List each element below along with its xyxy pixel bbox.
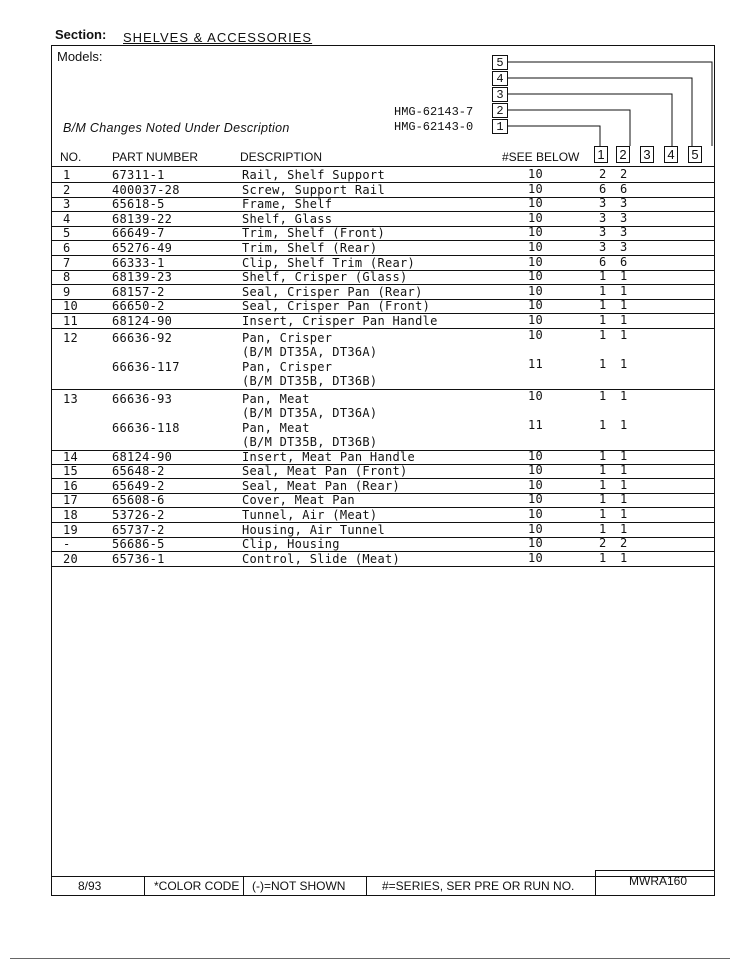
item-number: 20 (63, 551, 79, 566)
qty-col-2: 6 (620, 254, 628, 269)
qty-col-1: 1 (599, 417, 607, 432)
header-series: #SEE BELOW (502, 150, 580, 164)
description: Pan, Crisper (242, 330, 333, 345)
description: Trim, Shelf (Front) (242, 226, 385, 241)
series-code: 10 (528, 196, 544, 211)
qty-col-1: 1 (599, 521, 607, 536)
series-code: 10 (528, 181, 544, 196)
qty-col-2: 1 (620, 356, 628, 371)
item-number: 16 (63, 478, 79, 493)
row-divider (51, 566, 715, 567)
description-note: (B/M DT35B, DT36B) (242, 373, 378, 388)
part-number: 65608-6 (112, 493, 165, 508)
series-code: 10 (528, 240, 544, 254)
series-code: 10 (528, 283, 544, 298)
qty-col-1: 6 (599, 181, 607, 196)
section-label: Section: (55, 27, 107, 42)
qty-col-1: 1 (599, 550, 607, 565)
part-number: 66333-1 (112, 255, 165, 270)
description-note: (B/M DT35A, DT36A) (242, 405, 378, 420)
description: Shelf, Glass (242, 211, 333, 226)
qty-col-2: 2 (620, 167, 628, 181)
qty-col-2: 1 (620, 388, 628, 403)
qty-col-1: 1 (599, 269, 607, 284)
item-number: 15 (63, 464, 79, 479)
model-column-box: 1 (492, 119, 508, 134)
qty-col-1: 3 (599, 196, 607, 211)
footer-separator (595, 870, 596, 896)
description: Housing, Air Tunnel (242, 522, 385, 537)
description: Shelf, Crisper (Glass) (242, 270, 408, 285)
part-number: 66636-118 (112, 420, 180, 435)
qty-col-2: 1 (620, 283, 628, 298)
description: Insert, Crisper Pan Handle (242, 314, 438, 328)
qty-col-1: 1 (599, 492, 607, 507)
qty-col-2: 1 (620, 477, 628, 492)
qty-col-2: 1 (620, 521, 628, 536)
model-column-box: 4 (492, 71, 508, 86)
qty-col-2: 1 (620, 417, 628, 432)
model-column-box: 2 (492, 103, 508, 118)
series-code: 10 (528, 225, 544, 240)
part-number: 65736-1 (112, 551, 165, 566)
item-number: 1 (63, 168, 71, 182)
qty-col-2: 6 (620, 181, 628, 196)
qty-col-1: 1 (599, 388, 607, 403)
qty-col-1: 6 (599, 254, 607, 269)
qty-col-2: 1 (620, 327, 628, 342)
item-number: 6 (63, 241, 71, 255)
series-code: 10 (528, 313, 544, 327)
qty-col-1: 1 (599, 283, 607, 298)
part-number: 68124-90 (112, 449, 173, 464)
description: Control, Slide (Meat) (242, 551, 401, 566)
series-code: 10 (528, 463, 544, 478)
qty-col-2: 1 (620, 448, 628, 463)
qty-col-2: 3 (620, 210, 628, 225)
item-number: 12 (63, 330, 79, 345)
footer-not-shown: (-)=NOT SHOWN (252, 879, 346, 893)
description: Cover, Meat Pan (242, 493, 355, 508)
item-number: 11 (63, 314, 79, 328)
qty-col-1: 1 (599, 356, 607, 371)
part-number: 66650-2 (112, 299, 165, 314)
qty-col-1: 1 (599, 298, 607, 313)
item-number: 4 (63, 211, 71, 226)
part-number: 66636-117 (112, 359, 180, 374)
qty-col-2: 3 (620, 225, 628, 240)
column-number-box: 2 (616, 146, 630, 163)
part-number: 65649-2 (112, 478, 165, 493)
part-number: 65276-49 (112, 241, 173, 255)
qty-col-1: 3 (599, 210, 607, 225)
qty-col-1: 1 (599, 327, 607, 342)
part-number: 400037-28 (112, 182, 180, 197)
footer-separator (366, 876, 367, 896)
series-code: 10 (528, 167, 544, 181)
description-note: (B/M DT35A, DT36A) (242, 344, 378, 359)
qty-col-2: 1 (620, 298, 628, 313)
part-number: 68139-22 (112, 211, 173, 226)
item-number: 19 (63, 522, 79, 537)
part-number: 66649-7 (112, 226, 165, 241)
model-column-box: 3 (492, 87, 508, 102)
series-code: 10 (528, 327, 544, 342)
footer-doc-id: MWRA160 (629, 874, 688, 888)
item-number: 18 (63, 508, 79, 522)
qty-col-1: 3 (599, 240, 607, 254)
footer-separator (144, 876, 145, 896)
description: Seal, Crisper Pan (Front) (242, 299, 431, 314)
series-code: 10 (528, 492, 544, 507)
item-number: 7 (63, 255, 71, 270)
part-number: 65648-2 (112, 464, 165, 479)
qty-col-2: 2 (620, 536, 628, 551)
description: Pan, Crisper (242, 359, 333, 374)
item-number: - (63, 537, 71, 552)
series-code: 10 (528, 507, 544, 521)
footer-series-note: #=SERIES, SER PRE OR RUN NO. (382, 879, 575, 893)
item-number: 5 (63, 226, 71, 241)
part-number: 65618-5 (112, 197, 165, 212)
series-code: 10 (528, 448, 544, 463)
footer-date: 8/93 (78, 879, 102, 893)
description: Seal, Crisper Pan (Rear) (242, 284, 423, 299)
part-number: 53726-2 (112, 508, 165, 522)
item-number: 13 (63, 391, 79, 406)
bm-changes-note: B/M Changes Noted Under Description (63, 121, 290, 135)
description: Rail, Shelf Support (242, 168, 385, 182)
series-code: 11 (528, 356, 544, 371)
series-code: 10 (528, 269, 544, 284)
qty-col-2: 1 (620, 507, 628, 521)
part-number: 56686-5 (112, 537, 165, 552)
page-bottom-rule (10, 958, 730, 959)
part-number: 66636-93 (112, 391, 173, 406)
qty-col-2: 3 (620, 196, 628, 211)
description: Trim, Shelf (Rear) (242, 241, 378, 255)
item-number: 9 (63, 284, 71, 299)
footer-doc-box (595, 870, 715, 871)
series-code: 10 (528, 298, 544, 313)
part-number: 68139-23 (112, 270, 173, 285)
qty-col-1: 1 (599, 507, 607, 521)
qty-col-2: 3 (620, 240, 628, 254)
qty-col-1: 2 (599, 167, 607, 181)
qty-col-1: 1 (599, 313, 607, 327)
column-number-box: 1 (594, 146, 608, 163)
description: Clip, Housing (242, 537, 340, 552)
header-description: DESCRIPTION (240, 150, 323, 164)
part-number: 67311-1 (112, 168, 165, 182)
part-number: 68157-2 (112, 284, 165, 299)
row-divider (51, 328, 715, 329)
qty-col-2: 1 (620, 463, 628, 478)
item-number: 8 (63, 270, 71, 285)
series-code: 10 (528, 210, 544, 225)
header-part-number: PART NUMBER (112, 150, 199, 164)
description: Seal, Meat Pan (Rear) (242, 478, 401, 493)
series-code: 10 (528, 550, 544, 565)
row-divider (51, 389, 715, 390)
item-number: 17 (63, 493, 79, 508)
header-divider (51, 166, 715, 167)
qty-col-1: 3 (599, 225, 607, 240)
series-code: 10 (528, 388, 544, 403)
series-code: 10 (528, 477, 544, 492)
qty-col-1: 1 (599, 463, 607, 478)
qty-col-2: 1 (620, 550, 628, 565)
item-number: 10 (63, 299, 79, 314)
description: Screw, Support Rail (242, 182, 385, 197)
column-number-box: 3 (640, 146, 654, 163)
part-number: 68124-90 (112, 314, 173, 328)
description: Clip, Shelf Trim (Rear) (242, 255, 416, 270)
item-number: 2 (63, 182, 71, 197)
qty-col-1: 1 (599, 448, 607, 463)
header-no: NO. (60, 150, 82, 164)
description-note: (B/M DT35B, DT36B) (242, 434, 378, 449)
series-code: 11 (528, 417, 544, 432)
qty-col-2: 1 (620, 269, 628, 284)
series-code: 10 (528, 536, 544, 551)
model-name: HMG-62143-7 (394, 105, 474, 119)
description: Insert, Meat Pan Handle (242, 449, 416, 464)
footer-color-code: *COLOR CODE (154, 879, 240, 893)
description: Seal, Meat Pan (Front) (242, 464, 408, 479)
item-number: 14 (63, 449, 79, 464)
footer-separator (243, 876, 244, 896)
description: Pan, Meat (242, 420, 310, 435)
item-number: 3 (63, 197, 71, 212)
qty-col-1: 2 (599, 536, 607, 551)
model-name: HMG-62143-0 (394, 120, 474, 134)
description: Frame, Shelf (242, 197, 333, 212)
model-column-box: 5 (492, 55, 508, 70)
section-value: SHELVES & ACCESSORIES (123, 30, 313, 45)
column-number-box: 5 (688, 146, 702, 163)
models-label: Models: (57, 49, 103, 64)
description: Tunnel, Air (Meat) (242, 508, 378, 522)
column-number-box: 4 (664, 146, 678, 163)
description: Pan, Meat (242, 391, 310, 406)
part-number: 65737-2 (112, 522, 165, 537)
series-code: 10 (528, 521, 544, 536)
part-number: 66636-92 (112, 330, 173, 345)
qty-col-2: 1 (620, 313, 628, 327)
qty-col-2: 1 (620, 492, 628, 507)
series-code: 10 (528, 254, 544, 269)
qty-col-1: 1 (599, 477, 607, 492)
